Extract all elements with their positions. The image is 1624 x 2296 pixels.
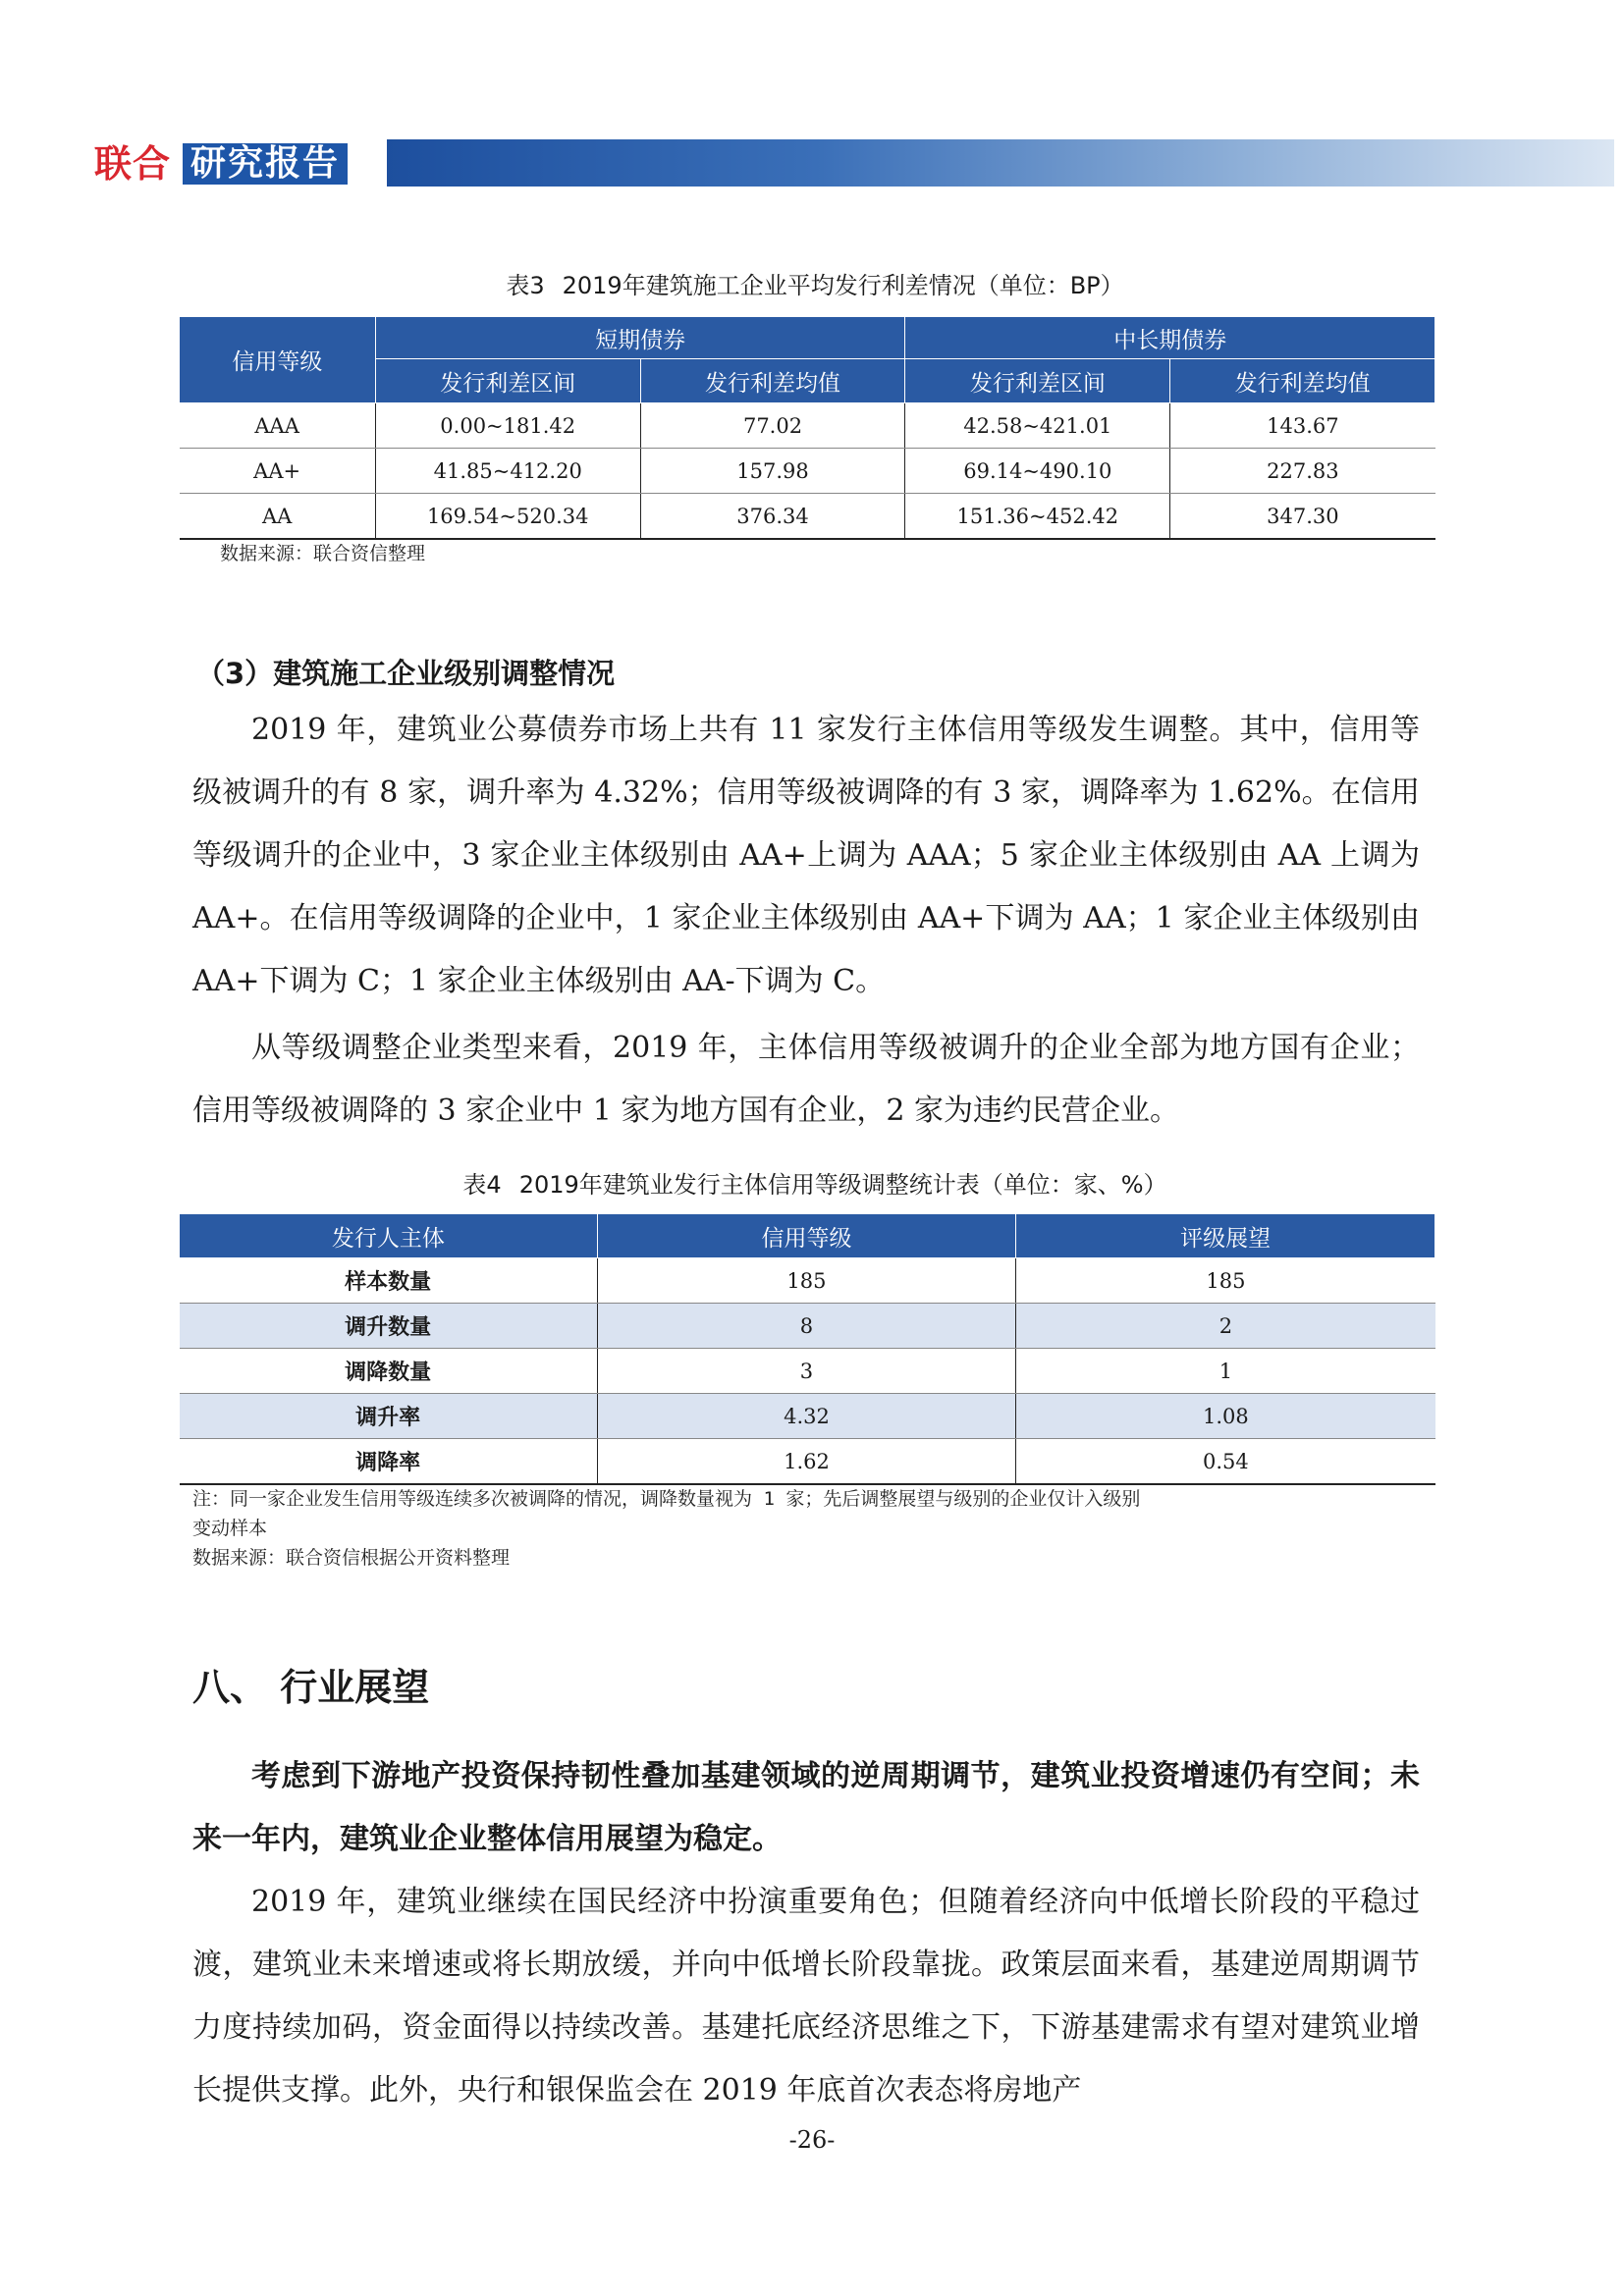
table3-header-short: 短期债券 bbox=[375, 317, 905, 359]
table4-cell: 185 bbox=[1016, 1258, 1435, 1304]
table4-header-rating: 信用等级 bbox=[597, 1214, 1016, 1258]
table-row bbox=[180, 1258, 1435, 1304]
paragraph-rating-adjustment: 2019 年，建筑业公募债券市场上共有 11 家发行主体信用等级发生调整。其中，信用等级被调升的有 8 家，调升率为 4.32%；信用等级被调降的有 3 家，调降率为 1.62%。在信用等级调升的企业中，3 家企业主体级别由 AA+上调为 AAA；5 家企业主体级别由 AA 上调为 AA+。在信用等级调降的企业中，1 家企业主体级别由 AA+下调为 AA；1 家企业主体级别由 AA+下调为 C；1 家企业主体级别由 AA-下调为 C。 bbox=[192, 713, 1420, 998]
table3-header-long: 中长期债券 bbox=[905, 317, 1435, 359]
table4-row-label: 调升率 bbox=[180, 1394, 598, 1439]
table4-header-outlook: 评级展望 bbox=[1016, 1214, 1435, 1258]
table3-cell: 169.54~520.34 bbox=[375, 494, 640, 540]
table4-row-label: 样本数量 bbox=[180, 1258, 598, 1304]
table3-cell: 0.00~181.42 bbox=[375, 403, 640, 449]
table3-cell: 41.85~412.20 bbox=[375, 449, 640, 494]
table3-cell-rating: AA+ bbox=[180, 449, 376, 494]
paragraph-outlook-summary: 考虑到下游地产投资保持韧性叠加基建领域的逆周期调节，建筑业投资增速仍有空间；未来一年内，建筑业企业整体信用展望为稳定。 bbox=[192, 1759, 1420, 1856]
table3-cell: 77.02 bbox=[640, 403, 905, 449]
table4-note-line2: 变动样本 bbox=[192, 1518, 268, 1539]
table3-cell: 347.30 bbox=[1170, 494, 1435, 540]
table4-cell: 185 bbox=[597, 1258, 1016, 1304]
brand-name-box: 研究报告 bbox=[183, 143, 348, 185]
table4-row-label: 调降数量 bbox=[180, 1349, 598, 1394]
table4-cell: 3 bbox=[597, 1349, 1016, 1394]
table-row bbox=[180, 1439, 1435, 1485]
table3-cell: 69.14~490.10 bbox=[905, 449, 1170, 494]
table3-spread bbox=[179, 316, 1435, 540]
table3-cell: 143.67 bbox=[1170, 403, 1435, 449]
table3-cell: 227.83 bbox=[1170, 449, 1435, 494]
table3-header-short-range: 发行利差区间 bbox=[375, 359, 640, 403]
paragraph-outlook-detail: 2019 年，建筑业继续在国民经济中扮演重要角色；但随着经济向中低增长阶段的平稳过渡，建筑业未来增速或将长期放缓，并向中低增长阶段靠拢。政策层面来看，基建逆周期调节力度持续加码，资金面得以持续改善。基建托底经济思维之下，下游基建需求有望对建筑业增长提供支撑。此外，央行和银保监会在 2019 年底首次表态将房地产 bbox=[192, 1885, 1420, 2108]
table4-cell: 1.62 bbox=[597, 1439, 1016, 1485]
table-row bbox=[180, 403, 1435, 449]
table3-caption bbox=[177, 271, 1453, 300]
table3-header-rating: 信用等级 bbox=[180, 317, 376, 403]
brand-name-red: 联合 bbox=[94, 142, 172, 186]
table3-cell: 42.58~421.01 bbox=[905, 403, 1170, 449]
table3-header-long-range: 发行利差区间 bbox=[905, 359, 1170, 403]
table3-header-short-mean: 发行利差均值 bbox=[640, 359, 905, 403]
table4-source: 数据来源：联合资信根据公开资料整理 bbox=[192, 1547, 511, 1569]
table3-cell: 157.98 bbox=[640, 449, 905, 494]
page-number: -26- bbox=[788, 2126, 836, 2154]
table4-note-line1: 注：同一家企业发生信用等级连续多次被调降的情况，调降数量视为 1 家；先后调整展望与级别的企业仅计入级别 bbox=[192, 1488, 1141, 1510]
table4-cell: 2 bbox=[1016, 1304, 1435, 1349]
table3-header-long-mean: 发行利差均值 bbox=[1170, 359, 1435, 403]
table4-row-label: 调降率 bbox=[180, 1439, 598, 1485]
table3-source: 数据来源：联合资信整理 bbox=[220, 543, 426, 564]
header-gradient-bar bbox=[387, 139, 1614, 187]
table4-caption bbox=[177, 1170, 1453, 1200]
table4-header-issuer: 发行人主体 bbox=[180, 1214, 598, 1258]
table-row bbox=[180, 449, 1435, 494]
sub-heading: （3）建筑施工企业级别调整情况 bbox=[196, 657, 616, 690]
table4-cell: 0.54 bbox=[1016, 1439, 1435, 1485]
table4-cell: 1 bbox=[1016, 1349, 1435, 1394]
table4-rating-adjustment bbox=[179, 1213, 1435, 1485]
table3-cell: 151.36~452.42 bbox=[905, 494, 1170, 540]
table4-cell: 1.08 bbox=[1016, 1394, 1435, 1439]
table-row bbox=[180, 1394, 1435, 1439]
table3-title: 2019年建筑施工企业平均发行利差情况（单位：BP） bbox=[562, 272, 1124, 299]
table3-cell-rating: AA bbox=[180, 494, 376, 540]
table4-cell: 4.32 bbox=[597, 1394, 1016, 1439]
section-title: 八、 行业展望 bbox=[192, 1666, 430, 1709]
table4-note bbox=[192, 1484, 1449, 1573]
table-row bbox=[180, 1349, 1435, 1394]
table3-cell: 376.34 bbox=[640, 494, 905, 540]
table-row bbox=[180, 494, 1435, 540]
table-row bbox=[180, 1304, 1435, 1349]
table3-label: 表3 bbox=[506, 272, 545, 299]
table4-label: 表4 bbox=[462, 1171, 502, 1199]
table4-title: 2019年建筑业发行主体信用等级调整统计表（单位：家、%） bbox=[518, 1171, 1167, 1199]
report-header bbox=[0, 139, 1624, 190]
table4-row-label: 调升数量 bbox=[180, 1304, 598, 1349]
paragraph-adjustment-types: 从等级调整企业类型来看，2019 年，主体信用等级被调升的企业全部为地方国有企业；信用等级被调降的 3 家企业中 1 家为地方国有企业，2 家为违约民营企业。 bbox=[192, 1031, 1420, 1128]
table4-cell: 8 bbox=[597, 1304, 1016, 1349]
table3-cell-rating: AAA bbox=[180, 403, 376, 449]
